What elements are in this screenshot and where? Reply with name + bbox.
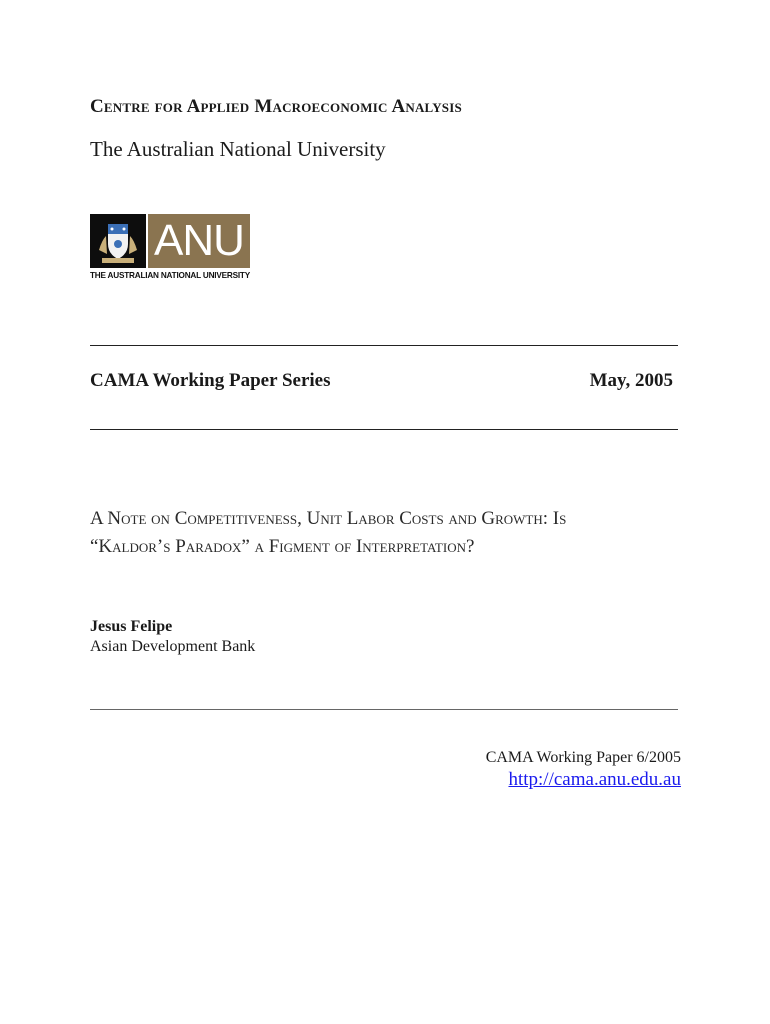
paper-number: CAMA Working Paper 6/2005 <box>485 749 681 766</box>
series-date: May, 2005 <box>589 370 673 391</box>
paper-title: A Note on Competitiveness, Unit Labor Costs and Growth: Is “Kaldor’s Paradox” a Figment of Interpretation? <box>90 508 567 557</box>
top-divider <box>90 345 678 346</box>
cama-website-link[interactable]: http://cama.anu.edu.au <box>508 769 681 790</box>
university-name: The Australian National University <box>90 137 386 161</box>
middle-divider <box>90 429 678 430</box>
logo-caption: THE AUSTRALIAN NATIONAL UNIVERSITY <box>90 271 250 280</box>
crest-icon <box>90 214 146 268</box>
anu-logo <box>90 214 250 284</box>
series-name: CAMA Working Paper Series <box>90 370 331 391</box>
logo-wordmark-box <box>148 214 250 268</box>
logo-wordmark: ANU <box>154 216 244 265</box>
centre-heading: Centre for Applied Macroeconomic Analysis <box>90 96 462 117</box>
author-name: Jesus Felipe <box>90 618 173 635</box>
bottom-divider <box>90 709 678 710</box>
author-affiliation: Asian Development Bank <box>90 638 256 655</box>
